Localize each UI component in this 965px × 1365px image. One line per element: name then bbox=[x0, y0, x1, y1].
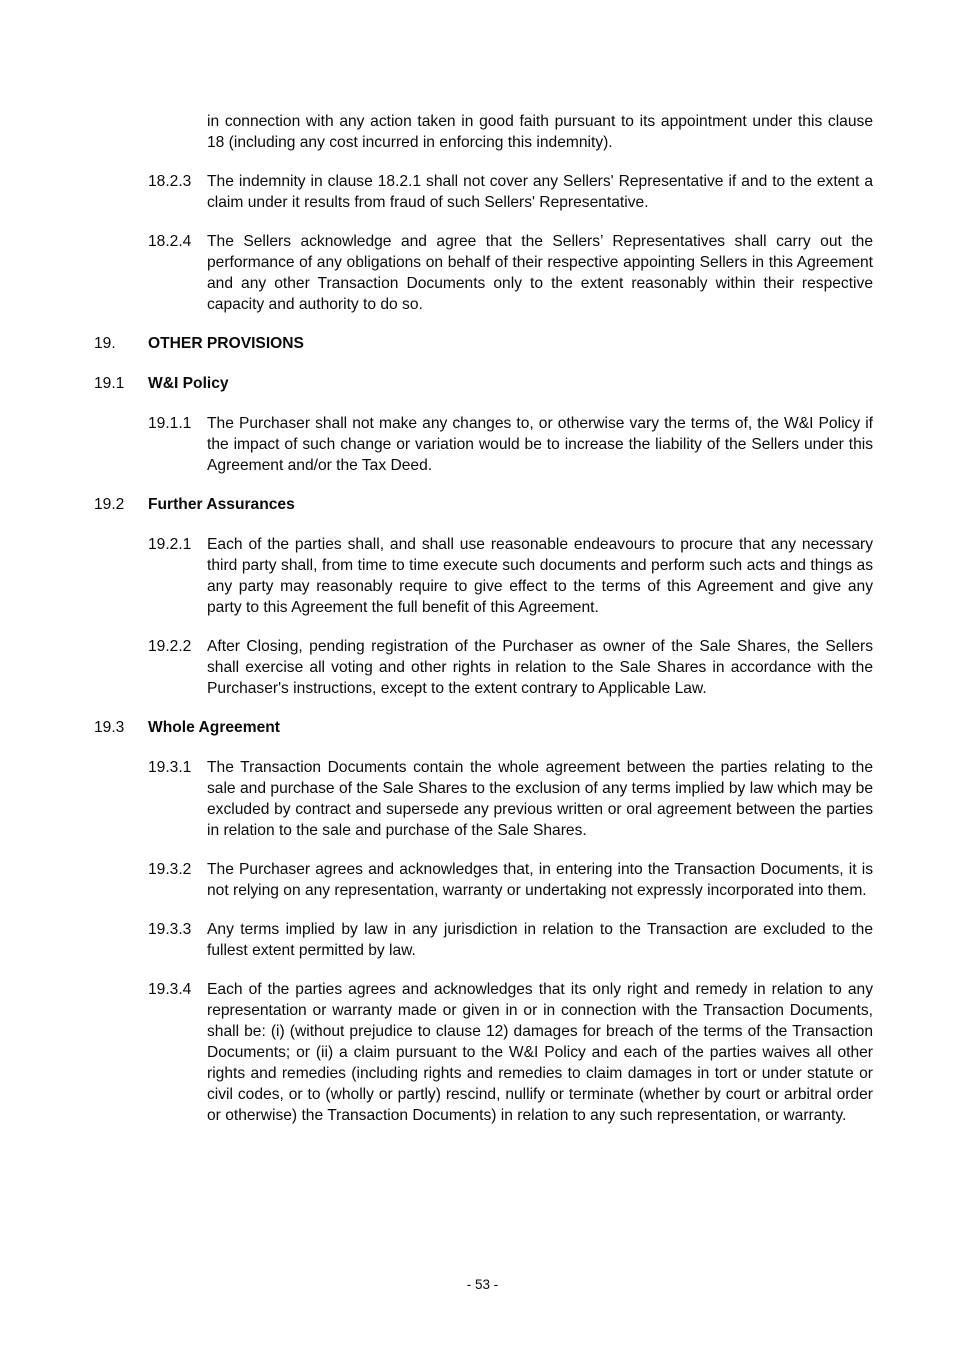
clause-number: 19.2.2 bbox=[148, 638, 192, 655]
clause-text: The Transaction Documents contain the whole agreement between the parties relating to the sale and purchase of the Sale Shares to the exclusion of any terms implied by law which may be excluded by contract and supersede any previous written or oral agreement between the parties in relation to the sale and purchase of the Sale Shares. bbox=[207, 759, 873, 839]
clause-text: The indemnity in clause 18.2.1 shall not cover any Sellers' Representative if and to the extent a claim under it results from fraud of such Sellers' Representative. bbox=[207, 173, 873, 211]
clause-text: Any terms implied by law in any jurisdiction in relation to the Transaction are excluded to the fullest extent permitted by law. bbox=[207, 921, 873, 959]
clause-text: Each of the parties agrees and acknowledges that its only right and remedy in relation to any representation or warranty made or given in or in connection with the Transaction Documents, shall be: (i) (without prejudice to clause 12) damages for breach of the terms of the Transaction Documents; or (ii) a claim pursuant to the W&I Policy and each of the parties waives all other rights and remedies (including rights and remedies to claim damages in tort or under statute or civil codes, or to (wholly or partly) rescind, nullify or terminate (whether by court or arbitral order or otherwise) the Transaction Documents) in relation to any such representation, or warranty. bbox=[207, 981, 873, 1124]
section-title: W&I Policy bbox=[148, 375, 229, 392]
clause-number: 18.2.4 bbox=[148, 233, 192, 250]
clause-number: 19.3.4 bbox=[148, 981, 192, 998]
subsection-heading-19-1 bbox=[94, 373, 873, 394]
clause-text: The Purchaser shall not make any changes to, or otherwise vary the terms of, the W&I Policy if the impact of such change or variation would be to increase the liability of the Sellers under this Agreement and/or the Tax Deed. bbox=[207, 415, 873, 474]
section-title: Further Assurances bbox=[148, 496, 295, 513]
clause-19-3-4 bbox=[148, 979, 873, 1126]
clause-19-1-1 bbox=[148, 413, 873, 476]
clause-number: 19.2.1 bbox=[148, 536, 192, 553]
clause-19-3-2 bbox=[148, 859, 873, 901]
subsection-heading-19-3 bbox=[94, 717, 873, 738]
clause-number: 19.3.1 bbox=[148, 759, 192, 776]
clause-number: 19.3.3 bbox=[148, 921, 192, 938]
section-number: 19.1 bbox=[94, 375, 125, 392]
clause-text: Each of the parties shall, and shall use reasonable endeavours to procure that any necessary third party shall, from time to time execute such documents and perform such acts and things as any party may reasonably require to give effect to the terms of this Agreement and give any party to this Agreement the full benefit of this Agreement. bbox=[207, 536, 873, 616]
clause-text: After Closing, pending registration of the Purchaser as owner of the Sale Shares, the Sellers shall exercise all voting and other rights in relation to the Sale Shares in accordance with the Purchaser's instructions, except to the extent contrary to Applicable Law. bbox=[207, 638, 873, 697]
section-number: 19.2 bbox=[94, 496, 125, 513]
section-heading-19 bbox=[94, 333, 873, 354]
clause-text: The Sellers acknowledge and agree that the Sellers’ Representatives shall carry out the performance of any obligations on behalf of their respective appointing Sellers in this Agreement and any other Transaction Documents only to the extent reasonably within their respective capacity and authority to do so. bbox=[207, 233, 873, 313]
paragraph-continuation: in connection with any action taken in good faith pursuant to its appointment under this clause 18 (including any cost incurred in enforcing this indemnity). bbox=[207, 113, 873, 151]
clause-number: 19.1.1 bbox=[148, 415, 192, 432]
section-title: OTHER PROVISIONS bbox=[148, 335, 304, 352]
clause-number: 19.3.2 bbox=[148, 861, 192, 878]
clause-18-2-3 bbox=[148, 171, 873, 213]
clause-18-2-4 bbox=[148, 231, 873, 315]
clause-number: 18.2.3 bbox=[148, 173, 192, 190]
page-number: - 53 - bbox=[466, 1277, 499, 1292]
clause-19-3-1 bbox=[148, 757, 873, 841]
section-number: 19. bbox=[94, 335, 116, 352]
clause-19-2-1 bbox=[148, 534, 873, 618]
section-title: Whole Agreement bbox=[148, 719, 280, 736]
clause-19-2-2 bbox=[148, 636, 873, 699]
section-number: 19.3 bbox=[94, 719, 125, 736]
clause-text: The Purchaser agrees and acknowledges that, in entering into the Transaction Documents, it is not relying on any representation, warranty or undertaking not expressly incorporated into them. bbox=[207, 861, 873, 899]
subsection-heading-19-2 bbox=[94, 494, 873, 515]
clause-19-3-3 bbox=[148, 919, 873, 961]
